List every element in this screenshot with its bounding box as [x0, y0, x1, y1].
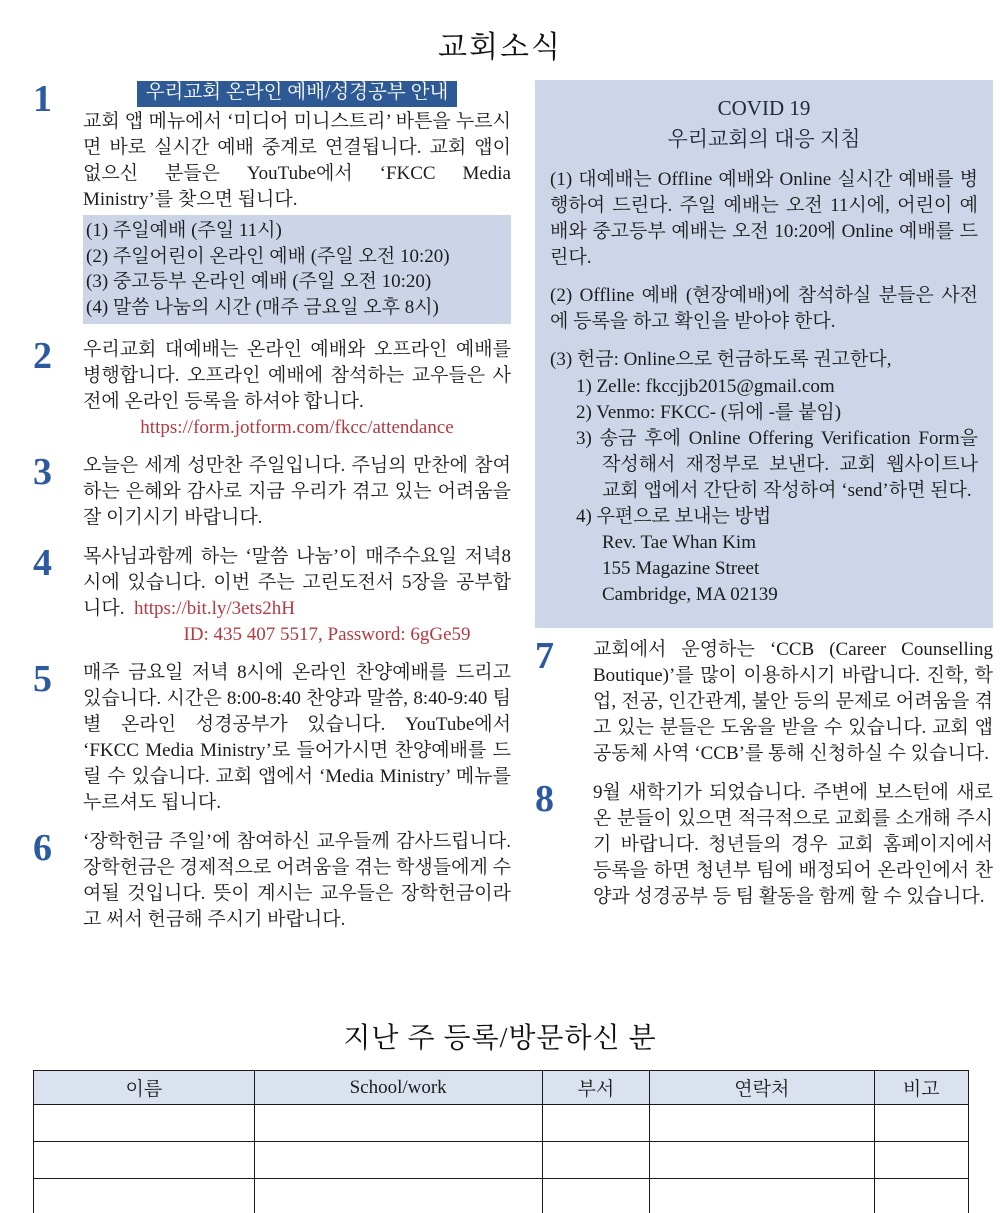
item-text: 교회 앱 메뉴에서 ‘미디어 미니스트리’ 바튼을 누르시면 바로 실시간 예배 중계로 연결됩니다. 교회 앱이 없으신 분들은 YouTube에서 ‘FKCC Media Ministry’를 찾으면 됩니다.: [83, 111, 511, 210]
schedule-list-item: (1) 주일예배 (주일 11시): [86, 220, 282, 241]
schedule-list-item: (4) 말씀 나눔의 시간 (매주 금요일 오후 8시): [86, 296, 439, 318]
item-number: 3: [33, 451, 52, 493]
visitors-title: 지난 주 등록/방문하신 분: [343, 1023, 657, 1054]
meeting-credentials: ID: 435 407 5517, Password: 6gGe59: [183, 624, 471, 645]
table-cell: [542, 1142, 650, 1179]
item-text-part: 목사님과함께 하는 ‘말씀 나눔’이 매주수요일 저녁8시에 있습니다. 이번 주는 고린도전서 5장을 공부합니다.: [83, 546, 511, 619]
offering-method-zelle: 1) Zelle: fkccjjb2015@gmail.com: [576, 376, 835, 397]
table-cell: [650, 1179, 874, 1213]
table-cell: [874, 1179, 968, 1213]
mail-address-name: Rev. Tae Whan Kim: [602, 532, 756, 553]
content-columns: [0, 80, 1000, 946]
news-item-1: [33, 80, 511, 324]
news-item-6: [33, 829, 511, 933]
item-body: [83, 544, 511, 647]
table-cell: [542, 1179, 650, 1213]
item-text: 우리교회 대예배는 온라인 예배와 오프라인 예배를 병행합니다. 오프라인 예배에 참석하는 교우들은 사전에 온라인 등록을 하셔야 합니다.: [83, 339, 511, 412]
schedule-list: [83, 215, 511, 324]
table-cell: [254, 1105, 542, 1142]
item-body: [593, 780, 993, 910]
page-title: 교회소식: [438, 31, 562, 64]
column-header-note: 비고: [874, 1071, 968, 1105]
table-row: [34, 1179, 969, 1213]
right-column: [535, 80, 993, 946]
table-cell: [254, 1142, 542, 1179]
offering-methods-list: [550, 374, 978, 608]
table-header-row: [34, 1071, 969, 1105]
covid-title-line2: 우리교회의 대응 지침: [667, 127, 861, 151]
visitors-table: [33, 1070, 969, 1213]
table-row: [34, 1142, 969, 1179]
news-item-2: [33, 337, 511, 440]
left-column: [33, 80, 511, 946]
table-cell: [34, 1105, 255, 1142]
column-header-department: 부서: [542, 1071, 650, 1105]
column-header-school-work: School/work: [254, 1071, 542, 1105]
visitors-section: [0, 1016, 1000, 1213]
item-number: 7: [535, 635, 554, 677]
table-cell: [34, 1142, 255, 1179]
table-cell: [650, 1105, 874, 1142]
table-cell: [34, 1179, 255, 1213]
item-number: 4: [33, 542, 52, 584]
item-body: [83, 337, 511, 440]
item-body: [83, 80, 511, 324]
item-text: 9월 새학기가 되었습니다. 주변에 보스턴에 새로 온 분들이 있으면 적극적으로 교회를 소개해 주시기 바랍니다. 청년들의 경우 교회 홈페이지에서 등록을 하면 청년부 팀에 배정되어 온라인에서 찬양과 성경공부 등 팀 활동을 함께 할 수 있습니다.: [593, 782, 993, 907]
item-text: ‘장학헌금 주일’에 참여하신 교우들께 감사드립니다. 장학헌금은 경제적으로 어려움을 겪는 학생들에게 수여될 것입니다. 뜻이 계시는 교우들은 장학헌금이라고 써서 헌금해 주시기 바랍니다.: [83, 831, 511, 930]
item-body: [83, 453, 511, 531]
item-body: [83, 660, 511, 816]
covid-title-line1: COVID 19: [717, 96, 811, 120]
news-item-5: [33, 660, 511, 816]
table-cell: [542, 1105, 650, 1142]
table-row: [34, 1105, 969, 1142]
table-cell: [874, 1105, 968, 1142]
attendance-link-line: [83, 415, 511, 440]
offering-method-mail: 4) 우편으로 보내는 방법: [576, 506, 772, 527]
covid-paragraph-3: (3) 헌금: Online으로 헌금하도록 권고한다,: [550, 349, 892, 370]
item-body: [593, 637, 993, 767]
offering-method-verification: 3) 송금 후에 Online Offering Verification Form을 작성해서 재정부로 보낸다. 교회 웹사이트나 교회 앱에서 간단히 작성하여 ‘send’하면 된다.: [576, 428, 978, 501]
item-number: 8: [535, 778, 554, 820]
bible-study-link[interactable]: https://bit.ly/3ets2hH: [133, 598, 295, 619]
item-text: 오늘은 세계 성만찬 주일입니다. 주님의 만찬에 참여하는 은혜와 감사로 지금 우리가 겪고 있는 어려움을 잘 이기시기 바랍니다.: [83, 455, 511, 528]
item-text: [83, 544, 511, 622]
headline-wrap: [83, 80, 511, 107]
covid-paragraph-1: (1) 대예배는 Offline 예배와 Online 실시간 예배를 병행하여 드린다. 주일 예배는 오전 11시에, 어린이 예배와 중고등부 예배는 오전 10:20에 Online 예배를 드린다.: [550, 169, 978, 268]
news-item-3: [33, 453, 511, 531]
item-number: 6: [33, 827, 52, 869]
column-header-contact: 연락처: [650, 1071, 874, 1105]
news-item-7: [535, 637, 993, 767]
covid-guidelines-box: [535, 80, 993, 628]
news-item-4: [33, 544, 511, 647]
mail-address-street: 155 Magazine Street: [602, 558, 760, 579]
schedule-list-item: (3) 중고등부 온라인 예배 (주일 오전 10:20): [86, 271, 432, 292]
headline-badge: 우리교회 온라인 예배/성경공부 안내: [137, 81, 458, 107]
attendance-link[interactable]: https://form.jotform.com/fkcc/attendance: [140, 417, 454, 438]
item-text: 매주 금요일 저녁 8시에 온라인 찬양예배를 드리고 있습니다. 시간은 8:00-8:40 찬양과 말씀, 8:40-9:40 팀별 온라인 성경공부가 있습니다. YouTube에서 ‘FKCC Media Ministry’로 들어가시면 찬양예배를 드릴 수 있습니다. 교회 앱에서 ‘Media Ministry’ 메뉴를 누르셔도 됩니다.: [83, 662, 511, 813]
offering-method-venmo: 2) Venmo: FKCC- (뒤에 -를 붙임): [576, 402, 842, 423]
column-header-name: 이름: [34, 1071, 255, 1105]
item-number: 2: [33, 335, 52, 377]
table-cell: [650, 1142, 874, 1179]
item-body: [83, 829, 511, 933]
table-cell: [874, 1142, 968, 1179]
item-number: 5: [33, 658, 52, 700]
item-number: 1: [33, 78, 52, 120]
schedule-list-item: (2) 주일어린이 온라인 예배 (주일 오전 10:20): [86, 245, 450, 267]
covid-paragraph-2: (2) Offline 예배 (현장예배)에 참석하실 분들은 사전에 등록을 하고 확인을 받아야 한다.: [550, 285, 978, 332]
news-item-8: [535, 780, 993, 910]
table-cell: [254, 1179, 542, 1213]
item-text: 교회에서 운영하는 ‘CCB (Career Counselling Boutique)’를 많이 이용하시기 바랍니다. 진학, 학업, 전공, 인간관계, 불안 등의 문제로 어려움을 겪고 있는 분들은 도움을 받을 수 있습니다. 교회 앱 공동체 사역 ‘CCB’를 통해 신청하실 수 있습니다.: [593, 639, 993, 764]
mail-address-city: Cambridge, MA 02139: [602, 584, 778, 605]
